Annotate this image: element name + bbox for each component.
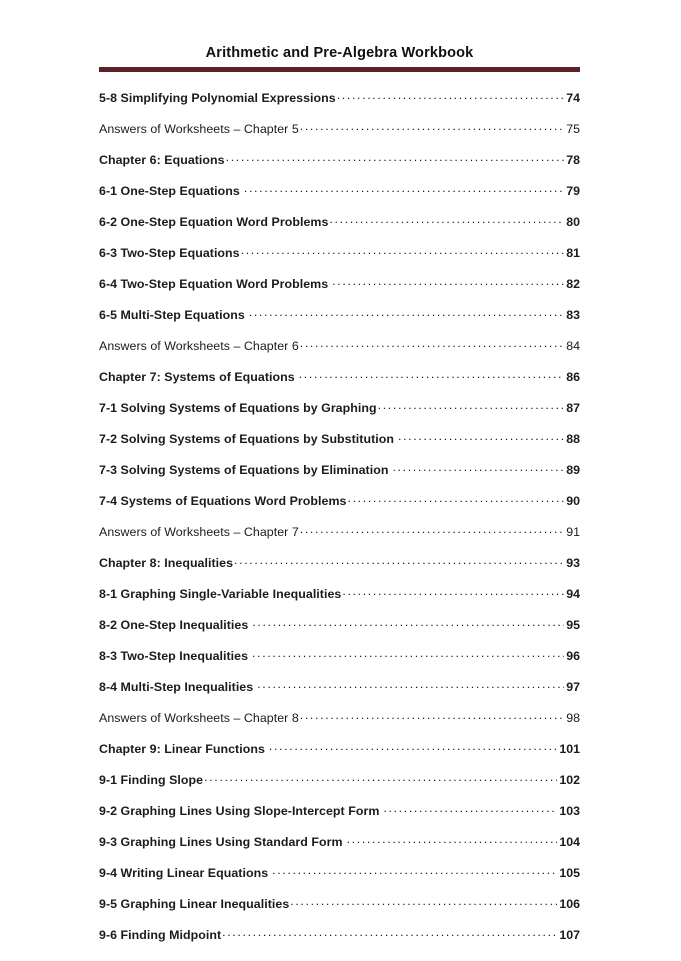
toc-entry-title: 9-4 Writing Linear Equations	[99, 866, 269, 880]
toc-entry[interactable]	[99, 214, 580, 245]
toc-entry-page-number: 78	[566, 153, 580, 167]
toc-entry[interactable]	[99, 493, 580, 524]
toc-entry-title: 7-4 Systems of Equations Word Problems	[99, 494, 347, 508]
toc-entry-title: 7-1 Solving Systems of Equations by Graphing	[99, 401, 377, 415]
toc-dot-leader	[342, 586, 564, 598]
toc-entry-page-number: 93	[566, 556, 580, 570]
toc-entry[interactable]	[99, 648, 580, 679]
toc-entry[interactable]	[99, 276, 580, 307]
toc-entry-title: 8-2 One-Step Inequalities	[99, 618, 249, 632]
toc-entry-page-number: 106	[559, 897, 580, 911]
toc-entry-title: 9-6 Finding Midpoint	[99, 928, 222, 942]
toc-entry[interactable]	[99, 617, 580, 648]
toc-dot-leader	[337, 90, 565, 102]
toc-entry-page-number: 105	[559, 866, 580, 880]
toc-dot-leader	[222, 927, 557, 939]
toc-dot-leader	[249, 648, 564, 660]
toc-dot-leader	[241, 183, 564, 195]
toc-entry-title: 9-5 Graphing Linear Inequalities	[99, 897, 290, 911]
toc-entry[interactable]	[99, 772, 580, 803]
toc-entry-page-number: 80	[566, 215, 580, 229]
toc-entry-title: 8-4 Multi-Step Inequalities	[99, 680, 254, 694]
toc-dot-leader	[389, 462, 564, 474]
toc-entry[interactable]	[99, 462, 580, 493]
toc-dot-leader	[266, 741, 557, 753]
toc-dot-leader	[226, 152, 565, 164]
toc-entry-title: Chapter 6: Equations	[99, 153, 225, 167]
toc-dot-leader	[395, 431, 564, 443]
toc-dot-leader	[296, 369, 564, 381]
toc-entry[interactable]	[99, 927, 580, 958]
toc-entry-page-number: 74	[566, 91, 580, 105]
toc-entry[interactable]	[99, 679, 580, 710]
toc-entry-page-number: 79	[566, 184, 580, 198]
toc-dot-leader	[249, 617, 564, 629]
toc-entry-title: Chapter 9: Linear Functions	[99, 742, 265, 756]
toc-entry-title: 6-5 Multi-Step Equations	[99, 308, 245, 322]
toc-entry[interactable]	[99, 338, 580, 369]
toc-entry[interactable]	[99, 400, 580, 431]
toc-entry-title: Answers of Worksheets – Chapter 5	[99, 122, 299, 136]
toc-entry[interactable]	[99, 555, 580, 586]
toc-dot-leader	[246, 307, 564, 319]
toc-dot-leader	[380, 803, 557, 815]
toc-dot-leader	[254, 679, 564, 691]
toc-entry-title: 8-3 Two-Step Inequalities	[99, 649, 249, 663]
toc-entry-page-number: 87	[566, 401, 580, 415]
toc-entry-title: 6-1 One-Step Equations	[99, 184, 240, 198]
toc-entry-title: 9-1 Finding Slope	[99, 773, 204, 787]
toc-entry-title: Chapter 8: Inequalities	[99, 556, 234, 570]
toc-entry[interactable]	[99, 586, 580, 617]
toc-entry[interactable]	[99, 803, 580, 834]
page-header	[99, 44, 580, 72]
toc-entry-page-number: 90	[566, 494, 580, 508]
toc-dot-leader	[329, 214, 564, 226]
toc-entry-page-number: 91	[566, 525, 580, 539]
toc-entry-page-number: 81	[566, 246, 580, 260]
toc-entry[interactable]	[99, 741, 580, 772]
toc-entry-page-number: 101	[559, 742, 580, 756]
toc-dot-leader	[378, 400, 565, 412]
toc-entry-title: Answers of Worksheets – Chapter 6	[99, 339, 299, 353]
toc-entry-page-number: 75	[566, 122, 580, 136]
toc-entry-page-number: 88	[566, 432, 580, 446]
toc-entry-page-number: 96	[566, 649, 580, 663]
toc-dot-leader	[204, 772, 557, 784]
toc-entry[interactable]	[99, 896, 580, 927]
toc-entry[interactable]	[99, 865, 580, 896]
toc-dot-leader	[347, 493, 564, 505]
toc-entry-title: 9-3 Graphing Lines Using Standard Form	[99, 835, 343, 849]
toc-entry-page-number: 103	[559, 804, 580, 818]
toc-entry-page-number: 102	[559, 773, 580, 787]
toc-entry[interactable]	[99, 834, 580, 865]
toc-entry[interactable]	[99, 431, 580, 462]
toc-entry[interactable]	[99, 152, 580, 183]
toc-entry-title: 8-1 Graphing Single-Variable Inequalities	[99, 587, 342, 601]
toc-dot-leader	[269, 865, 557, 877]
toc-entry[interactable]	[99, 710, 580, 741]
toc-entry[interactable]	[99, 245, 580, 276]
toc-entry-page-number: 83	[566, 308, 580, 322]
toc-entry[interactable]	[99, 90, 580, 121]
table-of-contents	[99, 90, 580, 958]
toc-entry-title: 7-3 Solving Systems of Equations by Elimination	[99, 463, 389, 477]
toc-entry-title: 9-2 Graphing Lines Using Slope-Intercept Form	[99, 804, 380, 818]
toc-dot-leader	[300, 121, 564, 133]
toc-entry-page-number: 98	[566, 711, 580, 725]
toc-entry-page-number: 84	[566, 339, 580, 353]
toc-entry-page-number: 97	[566, 680, 580, 694]
toc-entry[interactable]	[99, 307, 580, 338]
header-rule-divider	[99, 67, 580, 72]
toc-dot-leader	[290, 896, 557, 908]
toc-dot-leader	[344, 834, 558, 846]
toc-entry-page-number: 86	[566, 370, 580, 384]
toc-entry-title: 7-2 Solving Systems of Equations by Substitution	[99, 432, 394, 446]
toc-entry[interactable]	[99, 183, 580, 214]
toc-entry-title: Answers of Worksheets – Chapter 7	[99, 525, 299, 539]
toc-entry-title: 6-4 Two-Step Equation Word Problems	[99, 277, 329, 291]
toc-dot-leader	[241, 245, 565, 257]
toc-entry-title: 6-3 Two-Step Equations	[99, 246, 240, 260]
toc-entry-title: Chapter 7: Systems of Equations	[99, 370, 295, 384]
toc-entry-page-number: 104	[559, 835, 580, 849]
toc-entry-title: 5-8 Simplifying Polynomial Expressions	[99, 91, 336, 105]
toc-entry[interactable]	[99, 524, 580, 555]
toc-entry[interactable]	[99, 121, 580, 152]
toc-entry-page-number: 82	[566, 277, 580, 291]
toc-entry-page-number: 89	[566, 463, 580, 477]
toc-entry-page-number: 94	[566, 587, 580, 601]
toc-dot-leader	[300, 710, 564, 722]
toc-entry-page-number: 95	[566, 618, 580, 632]
toc-dot-leader	[234, 555, 564, 567]
toc-entry-page-number: 107	[559, 928, 580, 942]
toc-entry-title: 6-2 One-Step Equation Word Problems	[99, 215, 329, 229]
page-title: Arithmetic and Pre-Algebra Workbook	[205, 45, 474, 61]
toc-entry[interactable]	[99, 369, 580, 400]
toc-dot-leader	[300, 338, 564, 350]
toc-dot-leader	[300, 524, 564, 536]
toc-entry-title: Answers of Worksheets – Chapter 8	[99, 711, 299, 725]
toc-dot-leader	[329, 276, 564, 288]
